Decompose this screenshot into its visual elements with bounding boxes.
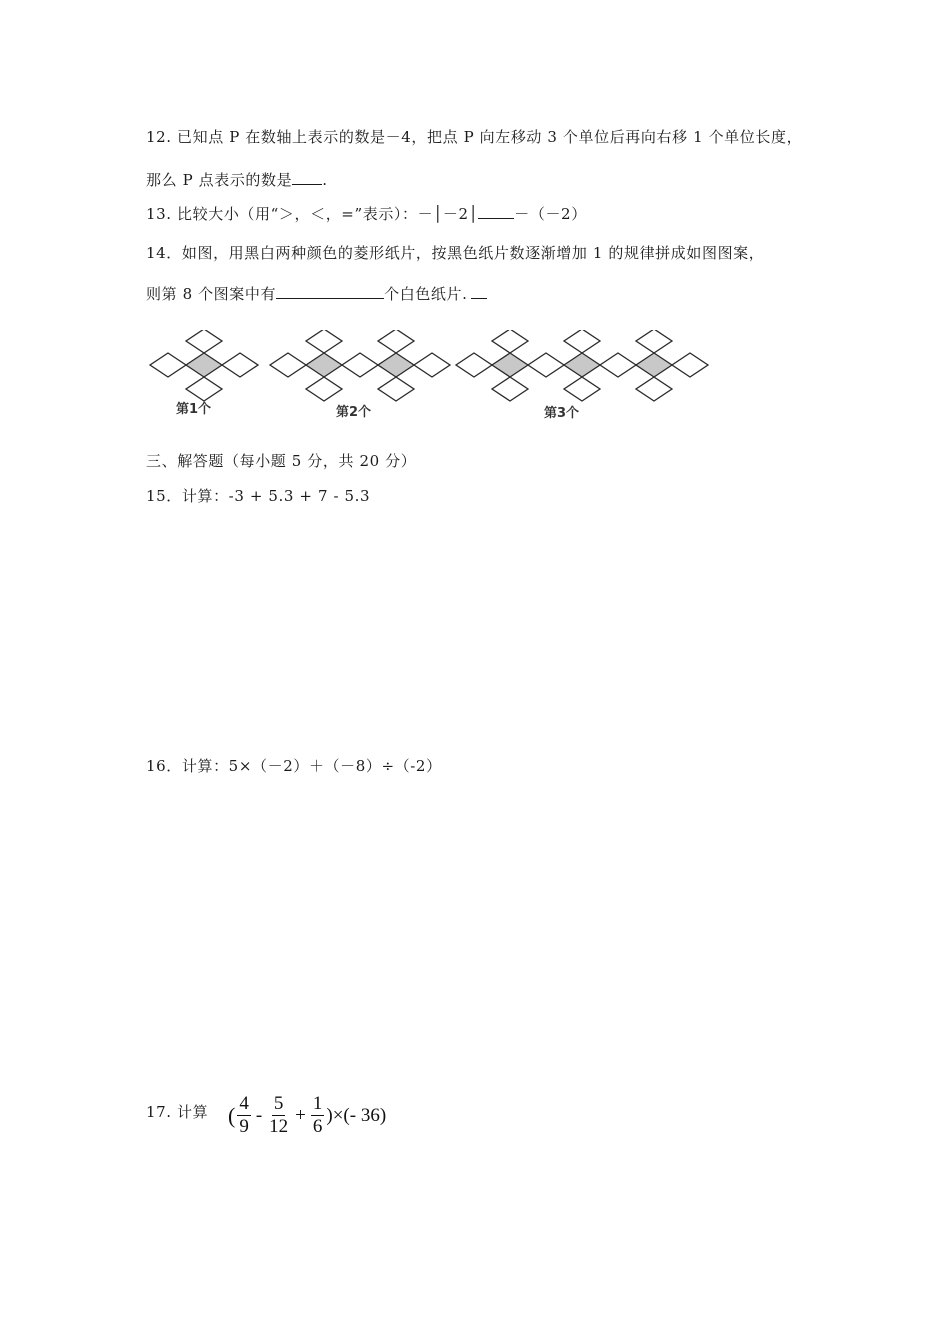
q17-frac2-numerator: 5 [273, 1093, 284, 1114]
white-rhombus [672, 353, 708, 377]
figure-label-2: 第2个 [336, 405, 372, 420]
q17-fraction-2 [267, 1093, 290, 1138]
gray-rhombus [492, 353, 528, 377]
q12-line2 [146, 170, 328, 190]
q15-text: 15．计算：-3 + 5.3 + 7 - 5.3 [146, 487, 371, 505]
figure-label-3: 第3个 [544, 406, 580, 421]
q13-suffix: －（－2） [514, 205, 587, 223]
q17-frac3-numerator: 1 [312, 1093, 323, 1114]
white-rhombus [564, 377, 600, 401]
gray-rhombus [564, 353, 600, 377]
white-rhombus [306, 377, 342, 401]
q17-fraction-3 [311, 1093, 325, 1138]
white-rhombus [636, 377, 672, 401]
gray-rhombus [636, 353, 672, 377]
white-rhombus [492, 377, 528, 401]
white-rhombus [222, 353, 258, 377]
white-rhombus [636, 330, 672, 353]
gray-rhombus [186, 353, 222, 377]
q14-line2-prefix: 则第 8 个图案中有 [146, 285, 277, 303]
q17-tail: )×(- 36) [326, 1104, 387, 1126]
white-rhombus [270, 353, 306, 377]
white-rhombus [378, 377, 414, 401]
white-rhombus [342, 353, 378, 377]
q16-text: 16．计算：5×（－2）＋（－8）÷（-2） [146, 757, 442, 775]
rhombus-group [150, 330, 708, 401]
white-rhombus [492, 330, 528, 353]
q17-fraction-1 [237, 1093, 251, 1138]
white-rhombus [414, 353, 450, 377]
q14-line1: 14．如图，用黑白两种颜色的菱形纸片，按黑色纸片数逐渐增加 1 的规律拼成如图图案， [146, 244, 765, 262]
q12-line2-prefix: 那么 P 点表示的数是 [146, 171, 293, 189]
section3-title: 三、解答题（每小题 5 分，共 20 分） [146, 452, 417, 470]
q14-answer-blank [276, 284, 384, 299]
white-rhombus [528, 353, 564, 377]
white-rhombus [600, 353, 636, 377]
q12-answer-blank [292, 170, 322, 185]
q13-answer-blank [478, 204, 514, 219]
q17-open-paren: ( [228, 1102, 236, 1128]
q14-line2 [146, 284, 487, 304]
white-rhombus [306, 330, 342, 353]
q17-frac1-denominator: 9 [239, 1116, 249, 1137]
white-rhombus [150, 353, 186, 377]
rhombus-pattern-figure [146, 330, 736, 425]
q17-frac1-numerator: 4 [239, 1093, 249, 1114]
gray-rhombus [378, 353, 414, 377]
q13-line [146, 204, 587, 224]
figure-label-1: 第1个 [176, 402, 212, 417]
q17-plus-operator: + [295, 1104, 306, 1126]
q13-prefix: 13. 比较大小（用“＞，＜，=”表示）：－│－2│ [146, 205, 479, 223]
q12-line2-suffix: . [322, 171, 328, 189]
q14-trailing-blank [471, 284, 487, 299]
q17-frac3-denominator: 6 [312, 1116, 323, 1137]
gray-rhombus [306, 353, 342, 377]
white-rhombus [456, 353, 492, 377]
q17-frac2-denominator: 12 [269, 1116, 289, 1137]
white-rhombus [378, 330, 414, 353]
q17-label: 17. 计算 [146, 1103, 209, 1121]
white-rhombus [186, 377, 222, 401]
white-rhombus [186, 330, 222, 353]
q17-expression [228, 1093, 386, 1138]
q14-line2-suffix: 个白色纸片. [384, 285, 468, 303]
q12-line1: 12. 已知点 P 在数轴上表示的数是－4，把点 P 向左移动 3 个单位后再向右移 1 个单位长度， [146, 128, 803, 146]
white-rhombus [564, 330, 600, 353]
q17-minus-operator: - [255, 1104, 263, 1126]
